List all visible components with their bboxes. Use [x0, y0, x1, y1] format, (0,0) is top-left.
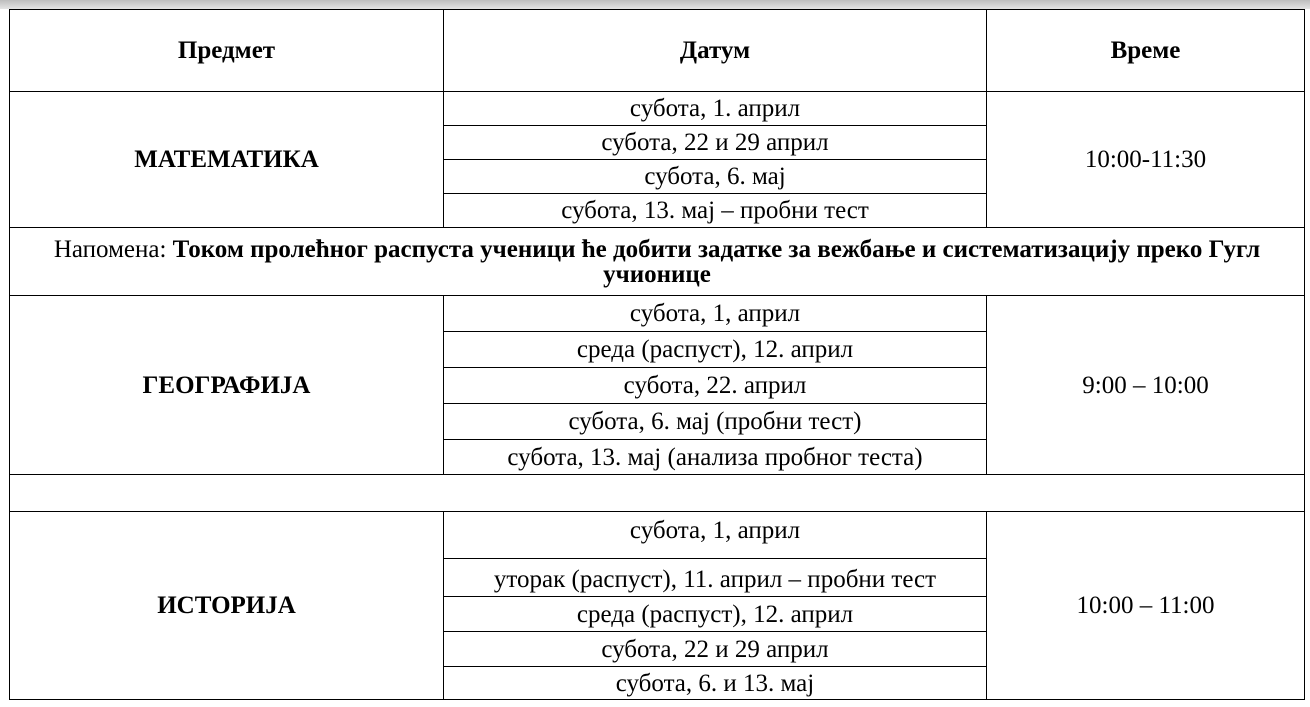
note-row: [10, 228, 1305, 296]
subject-history: ИСТОРИЈА: [10, 512, 444, 700]
date-cell: субота, 22 и 29 април: [444, 126, 987, 160]
note-text: Током пролећног распуста ученици ће добити задатке за вежбање и систематизацију преко Гугл учионице: [172, 235, 1261, 288]
date-cell: субота, 22 и 29 април: [444, 632, 987, 667]
table-row: [10, 296, 1305, 332]
date-cell: субота, 13. мај – пробни тест: [444, 194, 987, 228]
date-cell: субота, 1, април: [444, 512, 987, 559]
note-cell: [10, 228, 1305, 296]
empty-cell: [10, 475, 1305, 512]
date-cell: субота, 1, април: [444, 296, 987, 332]
date-cell: среда (распуст), 12. април: [444, 332, 987, 368]
subject-geography: ГЕОГРАФИЈА: [10, 296, 444, 475]
time-math: 10:00-11:30: [987, 92, 1305, 228]
date-cell: среда (распуст), 12. април: [444, 597, 987, 632]
header-time: Време: [987, 10, 1305, 92]
date-cell: субота, 6. и 13. мај: [444, 667, 987, 700]
spacer-row: [10, 475, 1305, 512]
time-geography: 9:00 – 10:00: [987, 296, 1305, 475]
date-cell: субота, 6. мај (пробни тест): [444, 404, 987, 440]
date-cell: субота, 6. мај: [444, 160, 987, 194]
schedule-table: [9, 9, 1305, 700]
top-bar: [0, 0, 1310, 9]
date-cell: уторак (распуст), 11. април – пробни тест: [444, 559, 987, 597]
date-cell: субота, 22. април: [444, 368, 987, 404]
header-date: Датум: [444, 10, 987, 92]
note-label: Напомена:: [53, 235, 167, 263]
table-row: [10, 512, 1305, 559]
date-cell: субота, 13. мај (анализа пробног теста): [444, 440, 987, 475]
time-history: 10:00 – 11:00: [987, 512, 1305, 700]
subject-math: МАТЕМАТИКА: [10, 92, 444, 228]
header-row: [10, 10, 1305, 92]
header-subject: Предмет: [10, 10, 444, 92]
date-cell: субота, 1. април: [444, 92, 987, 126]
table-row: [10, 92, 1305, 126]
